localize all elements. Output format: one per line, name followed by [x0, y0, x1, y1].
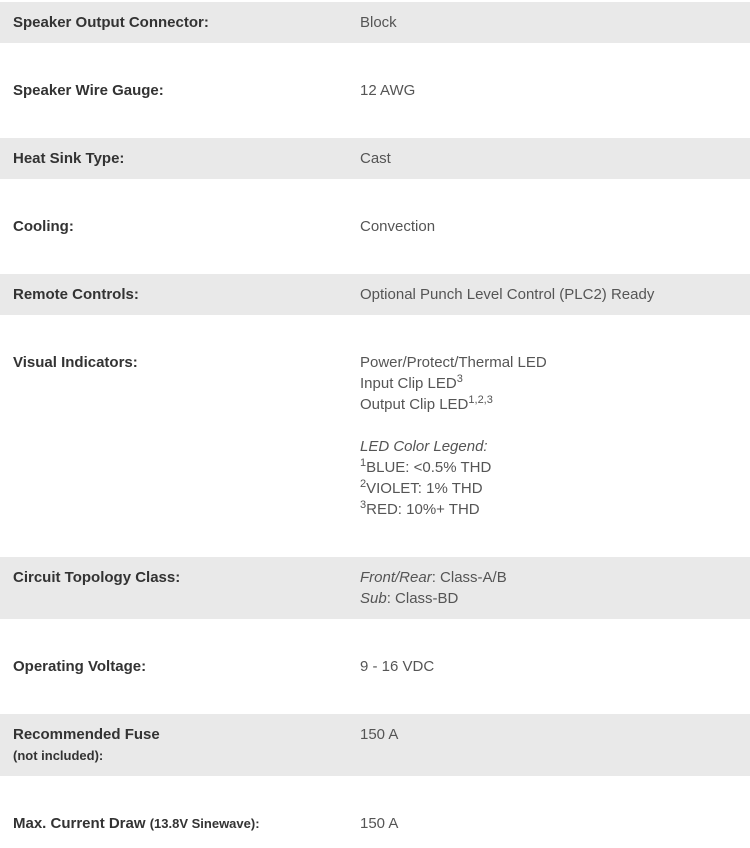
row-label: [13, 284, 360, 305]
row-label: [13, 724, 360, 766]
row-value: [360, 12, 737, 33]
table-row-speaker-output-connector: [0, 2, 750, 43]
table-row-recommended-fuse: [0, 714, 750, 776]
text-segment: (not included):: [13, 748, 104, 763]
row-value-line: [360, 415, 737, 436]
text-segment: Optional Punch Level Control (PLC2) Ready: [360, 286, 655, 303]
text-segment: RED: 10%+ THD: [366, 501, 480, 518]
row-value-line: [360, 656, 737, 677]
row-label: [13, 148, 360, 169]
table-row-circuit-topology-class: [0, 557, 750, 619]
text-segment: Cooling:: [13, 218, 74, 235]
text-segment: 150 A: [360, 726, 399, 743]
text-segment: Input Clip LED: [360, 375, 457, 392]
row-value: [360, 724, 737, 745]
row-value: [360, 284, 737, 305]
text-segment: VIOLET: 1% THD: [366, 480, 483, 497]
text-segment: 3: [456, 373, 463, 385]
row-label-line: [13, 745, 360, 766]
row-value: [360, 352, 737, 520]
row-label-line: [13, 80, 360, 101]
text-segment: 3: [360, 499, 367, 511]
table-row-visual-indicators: [0, 342, 750, 530]
row-value-line: [360, 436, 737, 457]
row-label-line: [13, 216, 360, 237]
row-label-line: [13, 284, 360, 305]
text-segment: Front/Rear: [360, 569, 432, 586]
text-segment: Operating Voltage:: [13, 658, 147, 675]
row-value-line: [360, 724, 737, 745]
row-value-line: [360, 394, 737, 415]
text-segment: 2: [360, 478, 367, 490]
row-value: [360, 216, 737, 237]
row-label: [13, 656, 360, 677]
row-label: [13, 567, 360, 588]
row-value: [360, 567, 737, 609]
text-segment: 150 A: [360, 815, 399, 832]
row-label: [13, 216, 360, 237]
row-value-line: [360, 588, 737, 609]
table-row-operating-voltage: [0, 646, 750, 687]
table-row-cooling: [0, 206, 750, 247]
text-segment: Visual Indicators:: [13, 354, 138, 371]
row-value: [360, 813, 737, 834]
text-segment: : Class-BD: [386, 590, 459, 607]
row-value: [360, 148, 737, 169]
row-value: [360, 656, 737, 677]
row-value-line: [360, 352, 737, 373]
text-segment: 1: [360, 457, 367, 469]
text-segment: 12 AWG: [360, 82, 416, 99]
row-value-line: [360, 216, 737, 237]
table-row-speaker-wire-gauge: [0, 70, 750, 111]
text-segment: Max. Current Draw: [13, 815, 150, 832]
text-segment: Convection: [360, 218, 436, 235]
row-value-line: [360, 12, 737, 33]
table-row-remote-controls: [0, 274, 750, 315]
text-segment: Speaker Output Connector:: [13, 14, 209, 31]
row-label: [13, 80, 360, 101]
table-row-max-current-draw: [0, 803, 750, 844]
row-label-line: [13, 352, 360, 373]
text-segment: Recommended Fuse: [13, 726, 160, 743]
row-value-line: [360, 148, 737, 169]
text-segment: BLUE: <0.5% THD: [366, 459, 492, 476]
text-segment: LED Color Legend:: [360, 438, 488, 455]
row-label-line: [13, 567, 360, 588]
text-segment: Power/Protect/Thermal LED: [360, 354, 547, 371]
text-segment: : Class-A/B: [431, 569, 507, 586]
row-value-line: [360, 813, 737, 834]
text-segment: (13.8V Sinewave):: [149, 816, 260, 831]
text-segment: Circuit Topology Class:: [13, 569, 181, 586]
table-row-heat-sink-type: [0, 138, 750, 179]
text-segment: 9 - 16 VDC: [360, 658, 435, 675]
row-value-line: [360, 499, 737, 520]
row-label-line: [13, 148, 360, 169]
text-segment: Output Clip LED: [360, 396, 469, 413]
text-segment: Speaker Wire Gauge:: [13, 82, 164, 99]
row-label: [13, 12, 360, 33]
row-value-line: [360, 457, 737, 478]
row-label-line: [13, 656, 360, 677]
row-value-line: [360, 284, 737, 305]
row-label-line: [13, 12, 360, 33]
text-segment: Heat Sink Type:: [13, 150, 125, 167]
text-segment: Remote Controls:: [13, 286, 139, 303]
row-label-line: [13, 724, 360, 745]
row-value-line: [360, 567, 737, 588]
row-label: [13, 813, 360, 834]
row-value-line: [360, 80, 737, 101]
row-value-line: [360, 478, 737, 499]
row-value-line: [360, 373, 737, 394]
row-value: [360, 80, 737, 101]
text-segment: 1,2,3: [468, 394, 493, 406]
row-label-line: [13, 813, 360, 834]
text-segment: Sub: [360, 590, 387, 607]
text-segment: Cast: [360, 150, 391, 167]
row-label: [13, 352, 360, 373]
text-segment: Block: [360, 14, 397, 31]
